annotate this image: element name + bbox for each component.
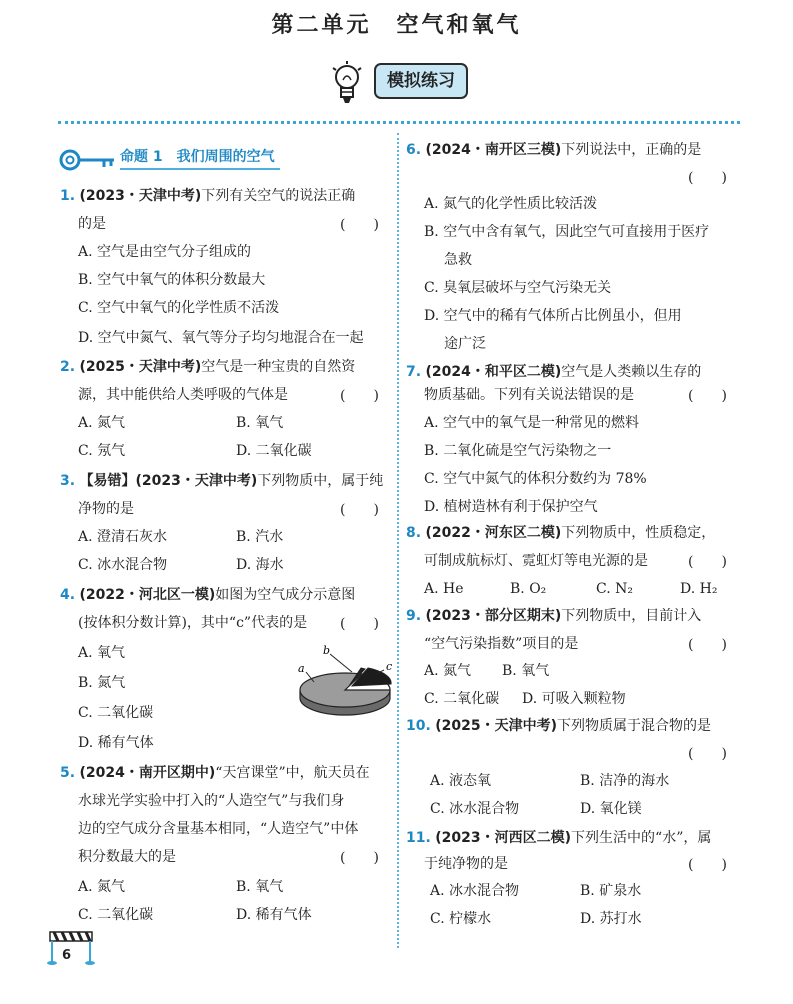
option-b: B. 氧气 xyxy=(236,415,284,431)
option-b: B. O₂ xyxy=(510,581,547,597)
option-d: D. H₂ xyxy=(680,581,718,597)
question-11-stem: 于纯净物的是 xyxy=(424,856,508,872)
option-c: C. 空气中氧气的化学性质不活泼 xyxy=(78,300,280,316)
question-5-stem-line3: 边的空气成分含量基本相同，“人造空气”中体 xyxy=(78,821,359,837)
question-1: 1. (2023・天津中考)下列有关空气的说法正确 xyxy=(60,188,356,204)
option-d: D. 海水 xyxy=(236,557,284,573)
question-4: 4. (2022・河北区一模)如图为空气成分示意图 xyxy=(60,587,356,603)
option-b-cont: 急救 xyxy=(444,252,472,268)
option-b: B. 二氧化硫是空气污染物之一 xyxy=(424,443,612,459)
option-c: C. 二氧化碳 xyxy=(424,691,500,707)
question-9-stem: “空气污染指数”项目的是 xyxy=(424,636,579,652)
question-3-stem: 净物的是 xyxy=(78,501,134,517)
question-4-stem: (按体积分数计算)，其中“c”代表的是 xyxy=(78,615,308,631)
pie-label-b: b xyxy=(323,644,331,657)
pie-label-a: a xyxy=(298,662,305,675)
question-11: 11. (2023・河西区二模)下列生活中的“水”，属 xyxy=(406,830,712,846)
answer-blank: ( ) xyxy=(688,746,727,762)
option-d: D. 二氧化碳 xyxy=(236,443,312,459)
answer-blank: ( ) xyxy=(688,554,727,570)
option-c: C. 冰水混合物 xyxy=(430,801,520,817)
option-b: B. 空气中氧气的体积分数最大 xyxy=(78,272,266,288)
section-title: 模拟练习 xyxy=(374,63,468,99)
question-2: 2. (2025・天津中考)空气是一种宝贵的自然资 xyxy=(60,359,356,375)
option-d: D. 可吸入颗粒物 xyxy=(522,691,626,707)
option-d-cont: 途广泛 xyxy=(444,336,486,352)
question-5: 5. (2024・南开区期中)“天宫课堂”中，航天员在 xyxy=(60,765,370,781)
question-3: 3. 【易错】(2023・天津中考)下列物质中，属于纯 xyxy=(60,473,384,489)
answer-blank: ( ) xyxy=(688,637,727,653)
question-10: 10. (2025・天津中考)下列物质属于混合物的是 xyxy=(406,718,712,734)
option-d: D. 氧化镁 xyxy=(580,801,642,817)
option-d: D. 稀有气体 xyxy=(236,907,312,923)
option-a: A. 氮气 xyxy=(78,415,126,431)
option-b: B. 氮气 xyxy=(78,675,126,691)
option-d: D. 苏打水 xyxy=(580,911,642,927)
option-b: B. 氧气 xyxy=(502,663,550,679)
option-a: A. 氮气的化学性质比较活泼 xyxy=(424,196,598,212)
lightbulb-icon xyxy=(330,60,364,108)
option-b: B. 氧气 xyxy=(236,879,284,895)
page-number: 6 xyxy=(62,948,72,963)
option-a: A. 澄清石灰水 xyxy=(78,529,168,545)
answer-blank: ( ) xyxy=(688,857,727,873)
answer-blank: ( ) xyxy=(688,170,727,186)
option-b: B. 洁净的海水 xyxy=(580,773,670,789)
answer-blank: ( ) xyxy=(688,388,727,404)
option-c: C. N₂ xyxy=(596,581,633,597)
option-a: A. 空气是由空气分子组成的 xyxy=(78,244,252,260)
option-a: A. 空气中的氧气是一种常见的燃料 xyxy=(424,415,640,431)
question-7-stem: 物质基础。下列有关说法错误的是 xyxy=(424,387,634,403)
divider xyxy=(58,121,740,124)
option-c: C. 冰水混合物 xyxy=(78,557,168,573)
topic-heading: 命题 1 我们周围的空气 xyxy=(120,149,275,165)
answer-blank: ( ) xyxy=(340,616,379,632)
option-b: B. 矿泉水 xyxy=(580,883,642,899)
option-c: C. 二氧化碳 xyxy=(78,907,154,923)
option-a: A. 氮气 xyxy=(424,663,472,679)
option-c: C. 空气中氮气的体积分数约为 78% xyxy=(424,471,647,487)
key-icon xyxy=(58,146,118,174)
question-8-stem: 可制成航标灯、霓虹灯等电光源的是 xyxy=(424,553,648,569)
option-d: D. 植树造林有利于保护空气 xyxy=(424,499,598,515)
question-8: 8. (2022・河东区二模)下列物质中，性质稳定， xyxy=(406,525,716,541)
question-2-stem: 源，其中能供给人类呼吸的气体是 xyxy=(78,387,288,403)
answer-blank: ( ) xyxy=(340,502,379,518)
question-5-stem-line2: 水球光学实验中打入的“人造空气”与我们身 xyxy=(78,793,345,809)
option-c: C. 臭氧层破坏与空气污染无关 xyxy=(424,280,612,296)
air-composition-pie-diagram xyxy=(292,640,402,720)
option-a: A. 氧气 xyxy=(78,645,126,661)
option-c: C. 氖气 xyxy=(78,443,126,459)
column-divider xyxy=(397,133,399,948)
option-c: C. 柠檬水 xyxy=(430,911,492,927)
option-d: D. 空气中的稀有气体所占比例虽小，但用 xyxy=(424,308,682,324)
option-d: D. 稀有气体 xyxy=(78,735,154,751)
option-a: A. 液态氧 xyxy=(430,773,492,789)
option-a: A. 冰水混合物 xyxy=(430,883,520,899)
question-9: 9. (2023・部分区期末)下列物质中，目前计入 xyxy=(406,608,702,624)
answer-blank: ( ) xyxy=(340,217,379,233)
question-1-stem: 的是 xyxy=(78,216,106,232)
unit-title: 第二单元 空气和氧气 xyxy=(271,13,522,38)
option-b: B. 汽水 xyxy=(236,529,284,545)
answer-blank: ( ) xyxy=(340,850,379,866)
option-a: A. 氮气 xyxy=(78,879,126,895)
answer-blank: ( ) xyxy=(340,388,379,404)
option-a: A. He xyxy=(424,581,464,597)
option-c: C. 二氧化碳 xyxy=(78,705,154,721)
option-d: D. 空气中氮气、氧气等分子均匀地混合在一起 xyxy=(78,330,364,346)
option-b: B. 空气中含有氧气，因此空气可直接用于医疗 xyxy=(424,224,710,240)
question-6: 6. (2024・南开区三模)下列说法中，正确的是 xyxy=(406,142,702,158)
question-7: 7. (2024・和平区二模)空气是人类赖以生存的 xyxy=(406,364,702,380)
question-5-stem-line4: 积分数最大的是 xyxy=(78,849,176,865)
pie-label-c: c xyxy=(386,660,393,673)
topic-underline xyxy=(120,168,280,170)
